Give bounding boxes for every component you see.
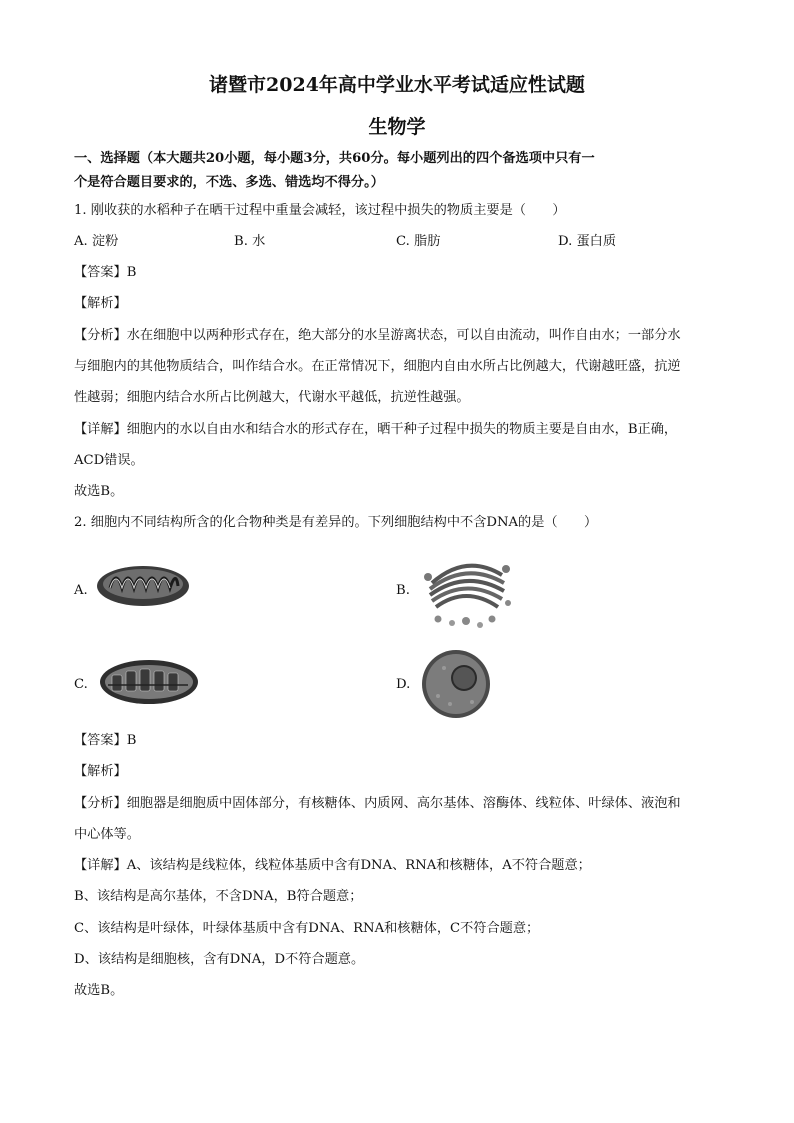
chloroplast-icon xyxy=(98,657,200,707)
q1-option-d: D. 蛋白质 xyxy=(558,234,617,249)
section-heading-line2: 个是符合题目要求的，不选、多选、错选均不得分。） xyxy=(74,175,384,190)
section-heading-line1: 一、选择题（本大题共20小题，每小题3分，共60分。每小题列出的四个备选项中只有一 xyxy=(74,151,595,166)
q2-stem: 2. 细胞内不同结构所含的化合物种类是有差异的。下列细胞结构中不含DNA的是（ ） xyxy=(74,515,598,530)
q2-detail-line: B、该结构是高尔基体，不含DNA，B符合题意； xyxy=(74,889,363,904)
q2-detail-line: C、该结构是叶绿体，叶绿体基质中含有DNA、RNA和核糖体，C不符合题意； xyxy=(74,921,540,936)
q1-answer: 【答案】B xyxy=(74,265,137,280)
q2-detail-line: D、该结构是细胞核，含有DNA，D不符合题意。 xyxy=(74,952,365,967)
q1-analysis-line: 与细胞内的其他物质结合，叫作结合水。在正常情况下，细胞内自由水所占比例越大，代谢越旺盛，抗逆 xyxy=(74,359,681,374)
q2-detail-line: 【详解】A、该结构是线粒体，线粒体基质中含有DNA、RNA和核糖体，A不符合题意； xyxy=(74,858,591,873)
q2-analysis-heading: 【解析】 xyxy=(74,764,127,779)
mitochondrion-icon xyxy=(94,560,192,612)
q1-analysis-heading: 【解析】 xyxy=(74,296,127,311)
subject-title: 生物学 xyxy=(368,116,426,138)
q1-detail-line: 【详解】细胞内的水以自由水和结合水的形式存在，晒干种子过程中损失的物质主要是自由水，B正确， xyxy=(74,422,678,437)
golgi-apparatus-icon xyxy=(418,553,514,631)
q2-conclusion: 故选B。 xyxy=(74,983,124,998)
q1-analysis-line: 【分析】水在细胞中以两种形式存在，绝大部分的水呈游离状态，可以自由流动，叫作自由水；一部分水 xyxy=(74,328,681,343)
nucleus-icon xyxy=(420,648,492,720)
q1-stem: 1. 刚收获的水稻种子在晒干过程中重量会减轻，该过程中损失的物质主要是（ ） xyxy=(74,203,566,218)
q2-option-a: A. xyxy=(74,583,88,598)
q2-option-c: C. xyxy=(74,677,88,692)
q2-answer: 【答案】B xyxy=(74,733,137,748)
q1-conclusion: 故选B。 xyxy=(74,484,124,499)
q1-detail-line: ACD错误。 xyxy=(74,453,144,468)
q2-option-b: B. xyxy=(396,583,410,598)
page-title: 诸暨市2024年高中学业水平考试适应性试题 xyxy=(209,74,585,96)
q1-option-c: C. 脂肪 xyxy=(396,234,441,249)
q2-analysis-line: 【分析】细胞器是细胞质中固体部分，有核糖体、内质网、高尔基体、溶酶体、线粒体、叶绿体、液泡和 xyxy=(74,796,681,811)
q1-analysis-line: 性越弱；细胞内结合水所占比例越大，代谢水平越低，抗逆性越强。 xyxy=(74,390,470,405)
q1-option-a: A. 淀粉 xyxy=(74,234,119,249)
q2-option-d: D. xyxy=(396,677,411,692)
q2-analysis-line: 中心体等。 xyxy=(74,827,140,842)
q1-option-b: B. 水 xyxy=(234,234,266,249)
